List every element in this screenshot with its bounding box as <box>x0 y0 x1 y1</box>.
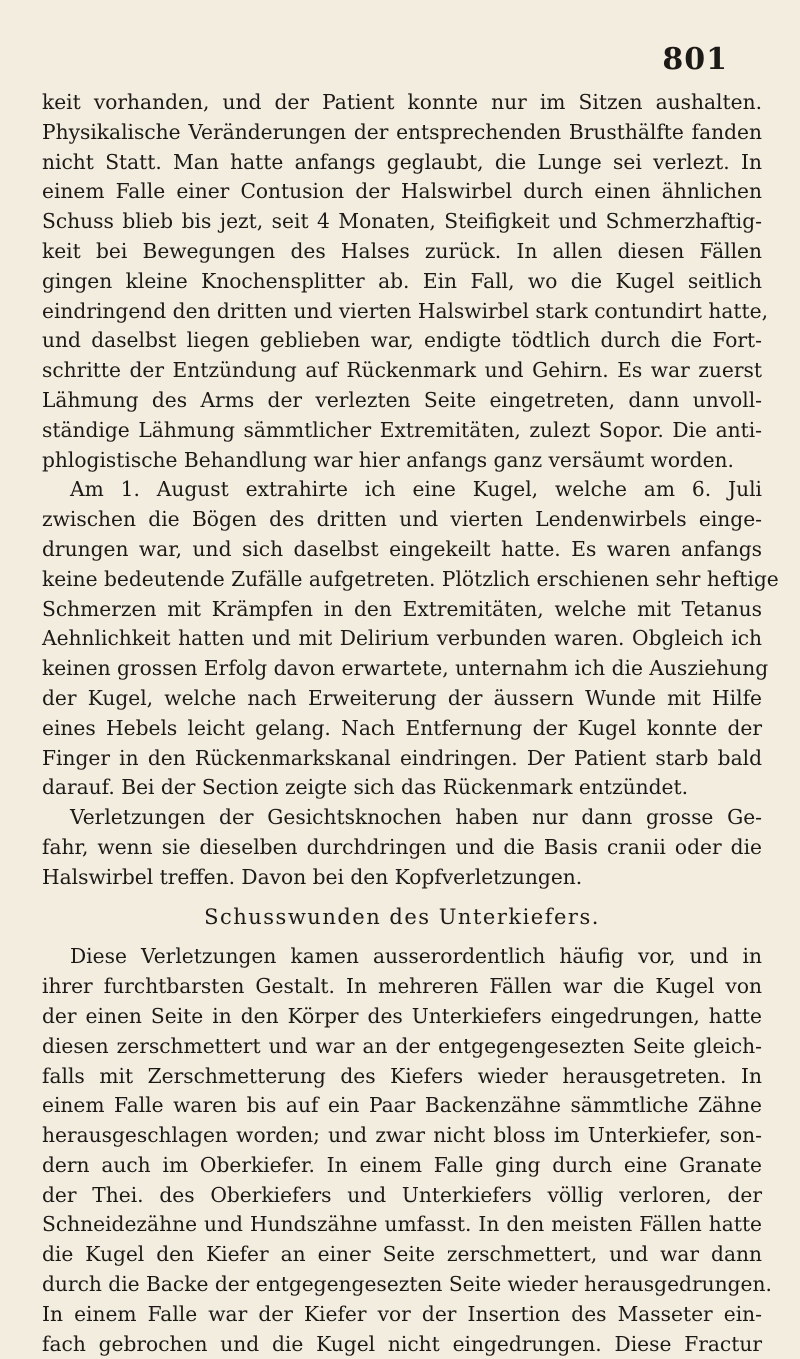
paragraph-start-line: Diese Verletzungen kamen ausserordentlich häufig vor, und in <box>70 944 762 969</box>
text-line: darauf. Bei der Section zeigte sich das Rückenmark entzündet. <box>42 775 689 800</box>
text-line: die Kugel den Kiefer an einer Seite zerschmettert, und war dann <box>42 1242 762 1267</box>
text-line: ständige Lähmung sämmtlicher Extremitäten, zulezt Sopor. Die anti- <box>42 417 762 442</box>
text-line: Lähmung des Arms der verlezten Seite eingetreten, dann unvoll- <box>42 387 762 412</box>
text-line: herausgeschlagen worden; und zwar nicht bloss im Unterkiefer, son- <box>42 1123 762 1148</box>
text-line: dern auch im Oberkiefer. In einem Falle ging durch eine Granate <box>42 1152 762 1177</box>
text-line: Schmerzen mit Krämpfen in den Extremitäten, welche mit Tetanus <box>42 596 762 621</box>
text-line: Finger in den Rückenmarkskanal eindringen. Der Patient starb bald <box>42 745 762 770</box>
page-number: 801 <box>662 42 728 77</box>
text-line: keinen grossen Erfolg davon erwartete, unternahm ich die Ausziehung <box>42 656 769 681</box>
text-line: keit vorhanden, und der Patient konnte nur im Sitzen aushalten. <box>42 90 762 114</box>
text-line: der Kugel, welche nach Erweiterung der äussern Wunde mit Hilfe <box>42 685 762 710</box>
text-line: diesen zerschmettert und war an der entgegengesezten Seite gleich- <box>42 1033 762 1058</box>
text-line: einem Falle waren bis auf ein Paar Backenzähne sämmtliche Zähne <box>42 1093 762 1118</box>
text-line: der einen Seite in den Körper des Unterkiefers eingedrungen, hatte <box>42 1003 762 1028</box>
text-line: falls mit Zerschmetterung des Kiefers wieder herausgetreten. In <box>42 1063 762 1088</box>
body-text <box>42 88 779 1359</box>
text-line: keine bedeutende Zufälle aufgetreten. Plötzlich erschienen sehr heftige <box>42 566 779 591</box>
text-line: eindringend den dritten und vierten Halswirbel stark contundirt hatte, <box>42 298 768 323</box>
paragraph-start-line: Am 1. August extrahirte ich eine Kugel, welche am 6. Juli <box>70 477 762 502</box>
text-line: einem Falle einer Contusion der Halswirbel durch einen ähnlichen <box>42 179 762 204</box>
text-line: der Thei. des Oberkiefers und Unterkiefers völlig verloren, der <box>42 1182 762 1207</box>
text-line: durch die Backe der entgegengesezten Seite wieder herausgedrungen. <box>42 1272 772 1297</box>
text-line: drungen war, und sich daselbst eingekeilt hatte. Es waren anfangs <box>42 536 762 561</box>
text-line: ihrer furchtbarsten Gestalt. In mehreren Fällen war die Kugel von <box>42 974 762 999</box>
text-line: schritte der Entzündung auf Rückenmark und Gehirn. Es war zuerst <box>42 358 762 383</box>
text-line: nicht Statt. Man hatte anfangs geglaubt, die Lunge sei verlezt. In <box>42 149 762 174</box>
text-line: Physikalische Veränderungen der entsprechenden Brusthälfte fanden <box>42 119 762 144</box>
text-line: fahr, wenn sie dieselben durchdringen und die Basis cranii oder die <box>42 834 762 859</box>
text-line: Schneidezähne und Hundszähne umfasst. In den meisten Fällen hatte <box>42 1212 762 1237</box>
text-line: Aehnlichkeit hatten und mit Delirium verbunden waren. Obgleich ich <box>42 626 762 651</box>
text-line: In einem Falle war der Kiefer vor der Insertion des Masseter ein- <box>42 1301 762 1326</box>
text-line: keit bei Bewegungen des Halses zurück. In allen diesen Fällen <box>42 238 762 263</box>
text-line: phlogistische Behandlung war hier anfangs ganz versäumt worden. <box>42 447 734 472</box>
text-line: Schuss blieb bis jezt, seit 4 Monaten, Steifigkeit und Schmerzhaftig- <box>42 209 762 234</box>
text-line: und daselbst liegen geblieben war, endigte tödtlich durch die Fort- <box>42 328 762 353</box>
text-line: gingen kleine Knochensplitter ab. Ein Fall, wo die Kugel seitlich <box>42 268 762 293</box>
section-heading: Schusswunden des Unterkiefers. <box>204 904 600 929</box>
text-line: zwischen die Bögen des dritten und vierten Lendenwirbels einge- <box>42 507 762 532</box>
text-line: eines Hebels leicht gelang. Nach Entfernung der Kugel konnte der <box>42 715 762 740</box>
text-line: Halswirbel treffen. Davon bei den Kopfverletzungen. <box>42 864 583 889</box>
text-line: fach gebrochen und die Kugel nicht eingedrungen. Diese Fractur <box>42 1331 762 1356</box>
paragraph-start-line: Verletzungen der Gesichtsknochen haben nur dann grosse Ge- <box>70 805 762 830</box>
